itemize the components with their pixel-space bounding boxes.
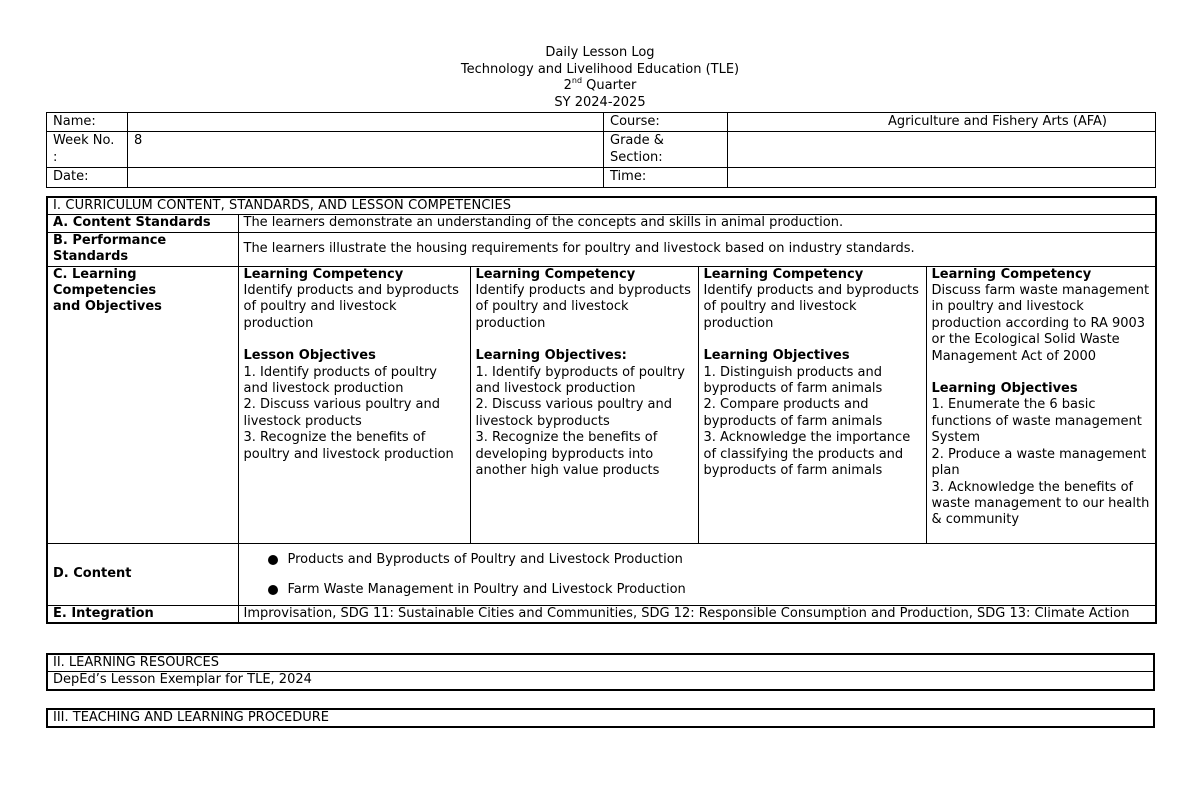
competency-text: Identify products and byproducts of poultry and livestock production [475, 283, 691, 331]
competency-column-3 [698, 266, 926, 543]
doc-subject: Technology and Livelihood Education (TLE) [460, 61, 740, 77]
week-label-line2: : [53, 149, 58, 165]
info-table [46, 112, 1156, 188]
procedure-table [46, 708, 1155, 728]
competency-text: Identify products and byproducts of poultry and livestock production [703, 283, 919, 331]
competency-heading: Learning Competency [931, 266, 1092, 282]
procedure-header-row [47, 709, 1154, 727]
bullet-icon [268, 555, 278, 565]
objective-item: 2. Compare products and byproducts of farm animals [703, 397, 883, 429]
performance-standards-row [47, 232, 1156, 266]
performance-label-line1: B. Performance [53, 232, 167, 248]
content-standards-text: The learners demonstrate an understanding of the concepts and skills in animal production. [238, 215, 1156, 232]
info-row-week [47, 132, 1156, 168]
performance-standards-text: The learners illustrate the housing requirements for poultry and livestock based on industry standards. [238, 232, 1156, 266]
performance-standards-label [47, 232, 238, 266]
curriculum-table [46, 196, 1157, 624]
objective-item: 1. Identify byproducts of poultry and livestock production [475, 364, 685, 397]
objective-item: 1. Enumerate the 6 basic functions of waste management System [931, 397, 1142, 446]
time-value[interactable] [728, 168, 1156, 187]
content-item [272, 575, 1151, 605]
resources-section-title: II. LEARNING RESOURCES [47, 654, 1154, 672]
doc-school-year: SY 2024-2025 [554, 94, 646, 110]
content-list-cell [238, 543, 1156, 605]
objective-item: 2. Discuss various poultry and livestock products [243, 397, 440, 429]
name-label: Name: [47, 113, 128, 132]
objective-item: 3. Recognize the benefits of developing byproducts into another high value products [475, 430, 660, 479]
date-value[interactable] [128, 168, 604, 187]
performance-label-line2: Standards [53, 249, 129, 265]
grade-label-line2: Section: [610, 149, 663, 165]
doc-quarter [0, 78, 1200, 95]
quarter-ordinal: nd [571, 76, 583, 85]
competency-heading: Learning Competency [475, 266, 636, 282]
time-label: Time: [604, 168, 728, 187]
integration-row [47, 605, 1156, 623]
resources-text: DepEd’s Lesson Exemplar for TLE, 2024 [47, 672, 1154, 690]
objective-item: 1. Distinguish products and byproducts of farm animals [703, 364, 883, 397]
integration-text: Improvisation, SDG 11: Sustainable Cities and Communities, SDG 12: Responsible Consumption and Production, SDG 13: Climate Action [238, 605, 1156, 623]
bullet-icon [268, 585, 278, 595]
objective-item: 2. Discuss various poultry and livestock byproducts [475, 397, 672, 429]
integration-label: E. Integration [47, 605, 238, 623]
date-label: Date: [47, 168, 128, 187]
competencies-label-line3: and Objectives [53, 299, 162, 315]
competencies-label [47, 266, 238, 543]
objective-item: 1. Identify products of poultry and livestock production [243, 364, 438, 397]
content-label: D. Content [47, 543, 238, 605]
content-standards-label: A. Content Standards [47, 215, 238, 232]
content-item-text: Products and Byproducts of Poultry and Livestock Production [287, 551, 683, 567]
objectives-heading: Learning Objectives [703, 348, 850, 364]
week-value[interactable]: 8 [128, 132, 604, 168]
objectives-heading: Lesson Objectives [243, 348, 376, 364]
quarter-number: 2 [563, 78, 572, 93]
competencies-label-line2: Competencies [53, 283, 157, 299]
competency-heading: Learning Competency [243, 266, 404, 282]
competency-text: Identify products and byproducts of poultry and livestock production [243, 283, 459, 331]
doc-title: Daily Lesson Log [545, 45, 655, 60]
info-row-name [47, 113, 1156, 132]
competency-column-2 [470, 266, 698, 543]
content-item [272, 545, 1151, 575]
content-standards-row [47, 215, 1156, 232]
procedure-section-title: III. TEACHING AND LEARNING PROCEDURE [47, 709, 1154, 727]
grade-label-line1: Grade & [610, 133, 664, 149]
week-label [47, 132, 128, 168]
competency-column-4 [926, 266, 1156, 543]
content-item-text: Farm Waste Management in Poultry and Livestock Production [287, 581, 686, 597]
objective-item: 3. Acknowledge the importance of classifying the products and byproducts of farm animals [703, 430, 911, 479]
curriculum-section-header [47, 197, 1156, 215]
course-label: Course: [604, 113, 728, 132]
name-value[interactable] [128, 113, 604, 132]
objective-item: 3. Recognize the benefits of poultry and livestock production [243, 430, 454, 462]
competency-text: Discuss farm waste management in poultry and livestock production according to RA 9003 or the Ecological Solid Waste Management Act of 2000 [931, 283, 1150, 364]
resources-header-row [47, 654, 1154, 672]
objectives-heading: Learning Objectives: [475, 348, 627, 364]
grade-label [604, 132, 728, 168]
curriculum-section-title: I. CURRICULUM CONTENT, STANDARDS, AND LESSON COMPETENCIES [47, 197, 1156, 215]
content-row [47, 543, 1156, 605]
objectives-heading: Learning Objectives [931, 381, 1078, 397]
course-value[interactable]: Agriculture and Fishery Arts (AFA) [728, 113, 1156, 132]
resources-row [47, 672, 1154, 690]
objective-item: 2. Produce a waste management plan [931, 446, 1147, 479]
competency-heading: Learning Competency [703, 266, 864, 282]
document-header [0, 45, 1200, 111]
competencies-row [47, 266, 1156, 543]
resources-table [46, 653, 1155, 691]
grade-value[interactable] [728, 132, 1156, 168]
quarter-word: Quarter [582, 78, 637, 93]
competencies-label-line1: C. Learning [53, 266, 137, 282]
content-list [244, 545, 1151, 605]
competency-column-1 [238, 266, 470, 543]
info-row-date [47, 168, 1156, 187]
objective-item: 3. Acknowledge the benefits of waste management to our health & community [931, 479, 1150, 528]
week-label-line1: Week No. [53, 133, 115, 149]
